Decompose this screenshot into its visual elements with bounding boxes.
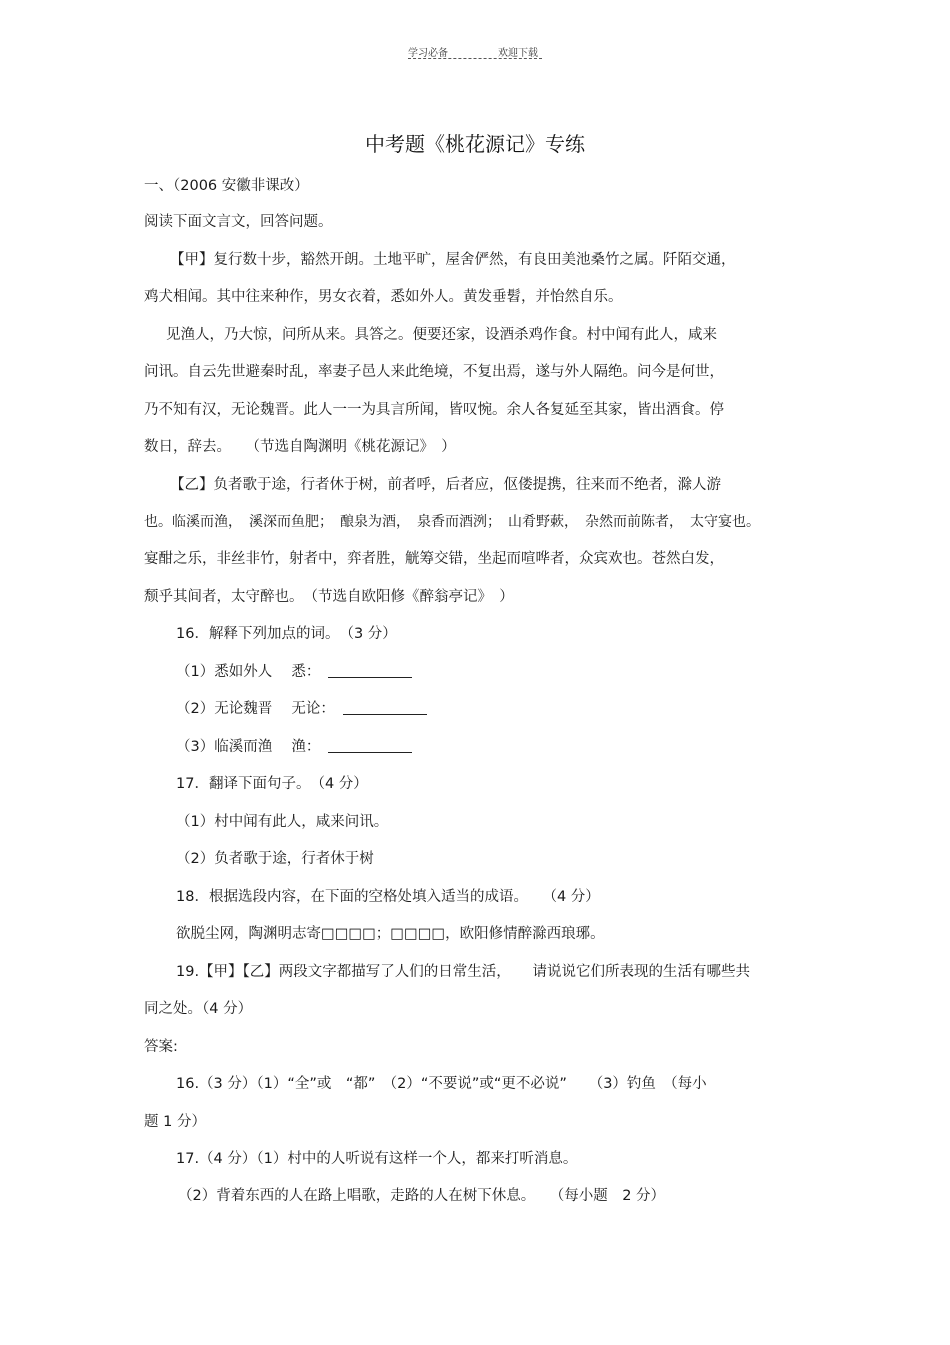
- passage-yi-line: 颓乎其间者，太守醉也。 （节选自欧阳修《醉翁亭记》 ）: [144, 589, 514, 605]
- passage-jia-line: 乃不知有汉，无论魏晋。此人一一为具言所闻，皆叹惋。余人各复延至其家，皆出酒食。停: [144, 402, 724, 418]
- instruction-text: 阅读下面文言文，回答问题。: [144, 214, 333, 230]
- section-heading: 一、（2006 安徽非课改）: [144, 178, 309, 194]
- passage-jia-line: 数日，辞去。 （节选自陶渊明《桃花源记》 ）: [144, 439, 456, 455]
- passage-jia-line: 【甲】复行数十步，豁然开朗。土地平旷，屋舍俨然，有良田美池桑竹之属。阡陌交通，: [170, 252, 736, 268]
- question-16-item-text: （2）无论魏晋 无论：: [176, 701, 335, 717]
- question-18-body: 欲脱尘网，陶渊明志寄□□□□；□□□□，欧阳修情醉滁西琅琊。: [176, 926, 605, 942]
- passage-yi-line: 也。临溪而渔， 溪深而鱼肥； 酿泉为酒， 泉香而酒洌； 山肴野蔌， 杂然而前陈者， 太守宴也。: [144, 514, 760, 530]
- answer-16-line: 16.（3 分）（1）“全”或 “都” （2）“不要说”或“更不必说” （3）钓鱼 （每小: [176, 1076, 707, 1092]
- question-19-line: 同之处。（4 分）: [144, 1001, 253, 1017]
- answer-17-line: （2）背着东西的人在路上唱歌，走路的人在树下休息。 （每小题 2 分）: [178, 1188, 666, 1204]
- answer-blank: [328, 663, 412, 678]
- header-dashed-rule: [408, 58, 542, 59]
- answer-17-line: 17.（4 分）（1）村中的人听说有这样一个人，都来打听消息。: [176, 1151, 578, 1167]
- passage-yi-line: 宴酣之乐，非丝非竹，射者中，弈者胜，觥筹交错，坐起而喧哗者，众宾欢也。苍然白发，: [144, 551, 724, 567]
- question-16-item-text: （1）悉如外人 悉：: [176, 664, 321, 680]
- question-17-stem: 17．翻译下面句子。 （4 分）: [176, 776, 368, 792]
- page-title: 中考题《桃花源记》专练: [365, 132, 585, 156]
- header-left-text: 学习必备: [408, 48, 448, 59]
- question-19-line: 19.【甲】【乙】两段文字都描写了人们的日常生活， 请说说它们所表现的生活有哪些共: [176, 964, 751, 980]
- question-16-item: [176, 737, 412, 757]
- question-16-item: [176, 662, 412, 682]
- answers-label: 答案:: [144, 1039, 178, 1055]
- question-18-stem: 18．根据选段内容，在下面的空格处填入适当的成语。 （4 分）: [176, 889, 600, 905]
- passage-jia-line: 问讯。自云先世避秦时乱，率妻子邑人来此绝境，不复出焉，遂与外人隔绝。问今是何世，: [144, 364, 724, 380]
- question-17-item: （2）负者歌于途，行者休于树: [176, 851, 374, 867]
- question-16-item-text: （3）临溪而渔 渔：: [176, 739, 321, 755]
- passage-jia-line: 鸡犬相闻。其中往来种作，男女衣着，悉如外人。黄发垂髫，并怡然自乐。: [144, 289, 623, 305]
- question-16-item: [176, 699, 427, 719]
- passage-yi-line: 【乙】负者歌于途，行者休于树，前者呼，后者应，伛偻提携，往来而不绝者，滁人游: [170, 477, 721, 493]
- answer-blank: [343, 700, 427, 715]
- passage-jia-line: 见渔人，乃大惊，问所从来。具答之。便要还家，设酒杀鸡作食。村中闻有此人，咸来: [166, 327, 717, 343]
- question-16-stem: 16．解释下列加点的词。 （3 分）: [176, 626, 397, 642]
- answer-16-line: 题 1 分）: [144, 1114, 206, 1130]
- question-17-item: （1）村中闻有此人，咸来问讯。: [176, 814, 389, 830]
- answer-blank: [328, 738, 412, 753]
- header-right-text: 欢迎下载: [498, 48, 538, 59]
